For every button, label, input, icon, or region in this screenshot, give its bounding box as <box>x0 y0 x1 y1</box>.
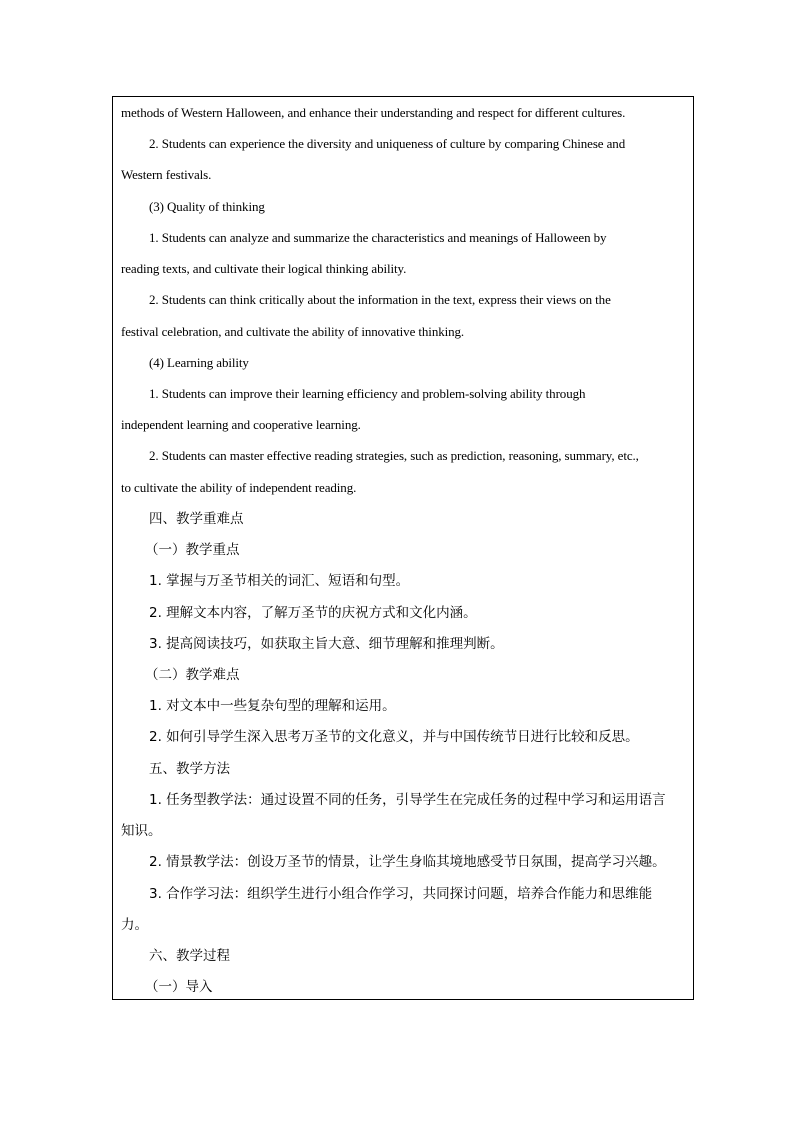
text-line: 3. 提高阅读技巧，如获取主旨大意、细节理解和推理判断。 <box>149 636 504 652</box>
text-line: Western festivals. <box>121 167 212 182</box>
text-line: independent learning and cooperative learning. <box>121 417 361 432</box>
text-line: 力。 <box>121 917 148 933</box>
subheading-lead-in: （一）导入 <box>145 979 213 995</box>
subheading-teaching-focus: （一）教学重点 <box>145 542 240 558</box>
text-line: 1. Students can analyze and summarize the characteristics and meanings of Halloween by <box>149 230 607 245</box>
text-line: 2. Students can master effective reading strategies, such as prediction, reasoning, summary, etc., <box>149 448 639 463</box>
text-line: 2. 如何引导学生深入思考万圣节的文化意义，并与中国传统节日进行比较和反思。 <box>149 729 639 745</box>
text-line: 1. 对文本中一些复杂句型的理解和运用。 <box>149 698 396 714</box>
text-line: methods of Western Halloween, and enhance their understanding and respect for different cultures. <box>121 105 626 120</box>
content-table-cell <box>112 96 694 1000</box>
text-line: 1. 掌握与万圣节相关的词汇、短语和句型。 <box>149 573 410 589</box>
text-line: festival celebration, and cultivate the ability of innovative thinking. <box>121 324 465 339</box>
section-heading-teaching-process: 六、教学过程 <box>149 948 230 964</box>
text-line: reading texts, and cultivate their logical thinking ability. <box>121 261 407 276</box>
section-heading-key-difficult-points: 四、教学重难点 <box>149 511 244 527</box>
text-line: 2. 情景教学法：创设万圣节的情景，让学生身临其境地感受节日氛围，提高学习兴趣。 <box>149 854 666 870</box>
subheading-learning-ability: (4) Learning ability <box>149 355 249 370</box>
text-line: 知识。 <box>121 823 162 839</box>
text-line: 1. 任务型教学法：通过设置不同的任务，引导学生在完成任务的过程中学习和运用语言 <box>149 792 666 808</box>
text-line: 2. Students can think critically about the information in the text, express their views on the <box>149 292 611 307</box>
text-line: 2. 理解文本内容，了解万圣节的庆祝方式和文化内涵。 <box>149 605 477 621</box>
subheading-quality-of-thinking: (3) Quality of thinking <box>149 199 265 214</box>
text-line: to cultivate the ability of independent reading. <box>121 480 357 495</box>
text-line: 2. Students can experience the diversity and uniqueness of culture by comparing Chinese and <box>149 136 626 151</box>
text-line: 3. 合作学习法：组织学生进行小组合作学习，共同探讨问题，培养合作能力和思维能 <box>149 886 653 902</box>
subheading-teaching-difficulty: （二）教学难点 <box>145 667 240 683</box>
text-line: 1. Students can improve their learning efficiency and problem-solving ability through <box>149 386 586 401</box>
section-heading-teaching-methods: 五、教学方法 <box>149 761 230 777</box>
